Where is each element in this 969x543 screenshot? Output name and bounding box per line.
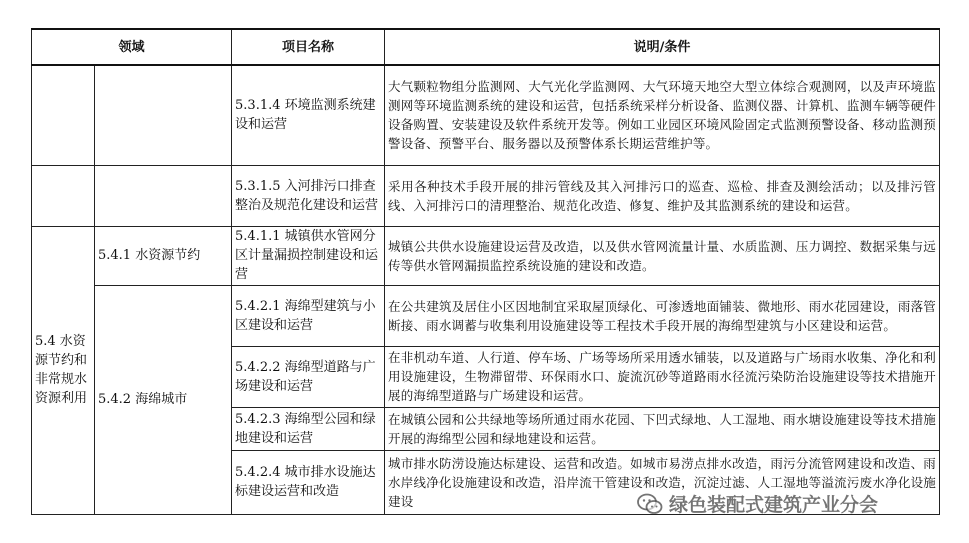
table-row	[32, 226, 940, 285]
domain-cell-empty	[32, 165, 95, 226]
desc-cell: 大气颗粒物组分监测网、大气光化学监测网、大气环境天地空大型立体综合观测网，以及声环境监测网等环境监测系统的建设和运营，包括系统采样分析设备、监测仪器、计算机、监测车辆等硬件设备购置、安装建设及软件系统开发等。例如工业园区环境风险固定式监测预警设备、移动监测预警设备、预警平台、服务器以及预警体系长期运营维护等。	[385, 65, 940, 165]
standards-table	[31, 28, 940, 515]
desc-cell: 城市排水防涝设施达标建设、运营和改造。如城市易涝点排水改造，雨污分流管网建设和改造、雨水岸线净化设施建设和改造，沿岸流干管建设和改造，沉淀过滤、人工湿地等溢流污废水净化设施建设	[385, 450, 940, 514]
header-domain: 领域	[32, 29, 232, 65]
item-cell: 5.4.2.3 海绵型公园和绿地建设和运营	[232, 407, 385, 450]
item-cell: 5.4.2.4 城市排水设施达标建设运营和改造	[232, 450, 385, 514]
table-row	[32, 65, 940, 165]
domain-cell-empty	[32, 65, 95, 165]
watermark-text: 绿色装配式建筑产业分会	[669, 494, 879, 516]
subdomain-cell-empty	[95, 65, 232, 165]
item-cell: 5.3.1.4 环境监测系统建设和运营	[232, 65, 385, 165]
item-cell: 5.3.1.5 入河排污口排查整治及规范化建设和运营	[232, 165, 385, 226]
desc-cell: 在公共建筑及居住小区因地制宜采取屋顶绿化、可渗透地面铺装、微地形、雨水花园建设，雨落管断接、雨水调蓄与收集利用设施建设等工程技术手段开展的海绵型建筑与小区建设和运营。	[385, 285, 940, 346]
subdomain-cell: 5.4.2 海绵城市	[95, 285, 232, 514]
subdomain-cell: 5.4.1 水资源节约	[95, 226, 232, 285]
item-cell: 5.4.2.2 海绵型道路与广场建设和运营	[232, 346, 385, 407]
desc-cell: 在城镇公园和公共绿地等场所通过雨水花园、下凹式绿地、人工湿地、雨水塘设施建设等技术措施开展的海绵型公园和绿地建设和运营。	[385, 407, 940, 450]
header-item: 项目名称	[232, 29, 385, 65]
table-header-row	[32, 29, 940, 65]
item-cell: 5.4.1.1 城镇供水管网分区计量漏损控制建设和运营	[232, 226, 385, 285]
desc-cell: 城镇公共供水设施建设运营及改造，以及供水管网流量计量、水质监测、压力调控、数据采集与远传等供水管网漏损监控系统设施的建设和改造。	[385, 226, 940, 285]
table-row	[32, 285, 940, 346]
table-row	[32, 165, 940, 226]
header-desc: 说明/条件	[385, 29, 940, 65]
item-cell: 5.4.2.1 海绵型建筑与小区建设和运营	[232, 285, 385, 346]
desc-cell: 在非机动车道、人行道、停车场、广场等场所采用透水铺装，以及道路与广场雨水收集、净化和利用设施建设，生物滞留带、环保雨水口、旋流沉砂等道路雨水径流污染防治设施建设等技术措施开展的海绵型道路与广场建设和运营。	[385, 346, 940, 407]
desc-cell: 采用各种技术手段开展的排污管线及其入河排污口的巡查、巡检、排查及测绘活动；以及排污管线、入河排污口的清理整治、规范化改造、修复、维护及其监测系统的建设和运营。	[385, 165, 940, 226]
domain-cell: 5.4 水资源节约和非常规水资源利用	[32, 226, 95, 514]
subdomain-cell-empty	[95, 165, 232, 226]
